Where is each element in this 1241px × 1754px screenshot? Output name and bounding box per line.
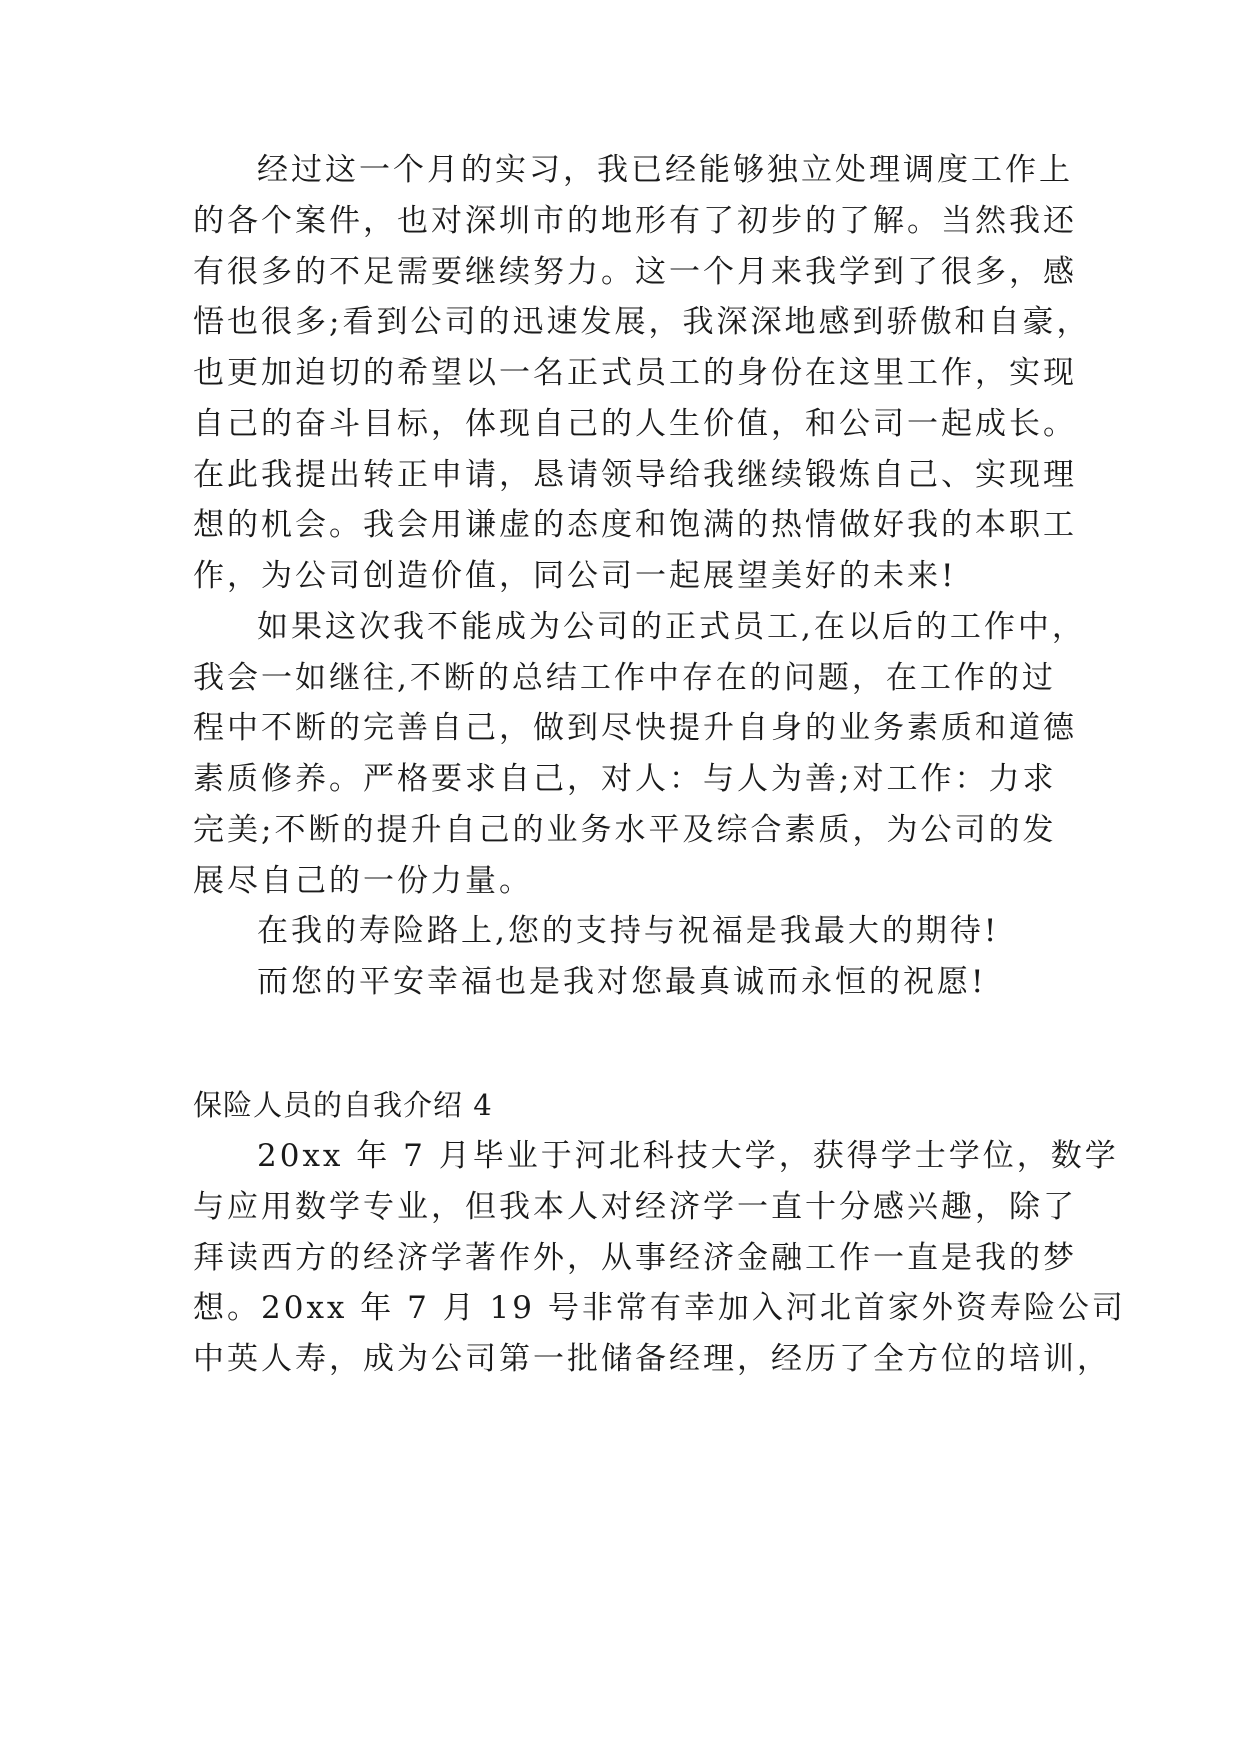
paragraph-3: 在我的寿险路上,您的支持与祝福是我最大的期待! [257,913,1000,949]
paragraph-2-line-6: 展尽自己的一份力量。 [193,863,533,899]
paragraph-4: 而您的平安幸福也是我对您最真诚而永恒的祝愿! [257,964,987,1000]
section-heading: 保险人员的自我介绍 4 [193,1088,493,1122]
paragraph-1-line-3: 有很多的不足需要继续努力。这一个月来我学到了很多，感 [193,254,1077,290]
paragraph-1-line-1: 经过这一个月的实习，我已经能够独立处理调度工作上 [257,152,1073,188]
paragraph-5-line-1: 20xx 年 7 月毕业于河北科技大学，获得学士学位，数学 [257,1138,1119,1174]
paragraph-1-line-8: 想的机会。我会用谦虚的态度和饱满的热情做好我的本职工 [193,507,1077,543]
paragraph-1-line-4: 悟也很多;看到公司的迅速发展，我深深地感到骄傲和自豪， [193,304,1091,340]
paragraph-5-line-2: 与应用数学专业，但我本人对经济学一直十分感兴趣，除了 [193,1189,1077,1225]
paragraph-2-line-2: 我会一如继往,不断的总结工作中存在的问题，在工作的过 [193,660,1056,696]
paragraph-5-line-3: 拜读西方的经济学著作外，从事经济金融工作一直是我的梦 [193,1240,1077,1276]
paragraph-5-line-5: 中英人寿，成为公司第一批储备经理，经历了全方位的培训， [193,1341,1111,1377]
paragraph-2-line-4: 素质修养。严格要求自己，对人：与人为善;对工作：力求 [193,761,1057,797]
paragraph-5-line-4: 想。20xx 年 7 月 19 号非常有幸加入河北首家外资寿险公司 [193,1290,1126,1326]
paragraph-2-line-5: 完美;不断的提升自己的业务水平及综合素质，为公司的发 [193,812,1057,848]
paragraph-2-line-1: 如果这次我不能成为公司的正式员工,在以后的工作中， [257,609,1086,645]
paragraph-1-line-9: 作，为公司创造价值，同公司一起展望美好的未来! [193,558,957,594]
paragraph-2-line-3: 程中不断的完善自己，做到尽快提升自身的业务素质和道德 [193,710,1077,746]
paragraph-1-line-2: 的各个案件，也对深圳市的地形有了初步的了解。当然我还 [193,203,1077,239]
paragraph-1-line-7: 在此我提出转正申请，恳请领导给我继续锻炼自己、实现理 [193,457,1077,493]
paragraph-1-line-5: 也更加迫切的希望以一名正式员工的身份在这里工作，实现 [193,355,1077,391]
paragraph-1-line-6: 自己的奋斗目标，体现自己的人生价值，和公司一起成长。 [193,406,1077,442]
